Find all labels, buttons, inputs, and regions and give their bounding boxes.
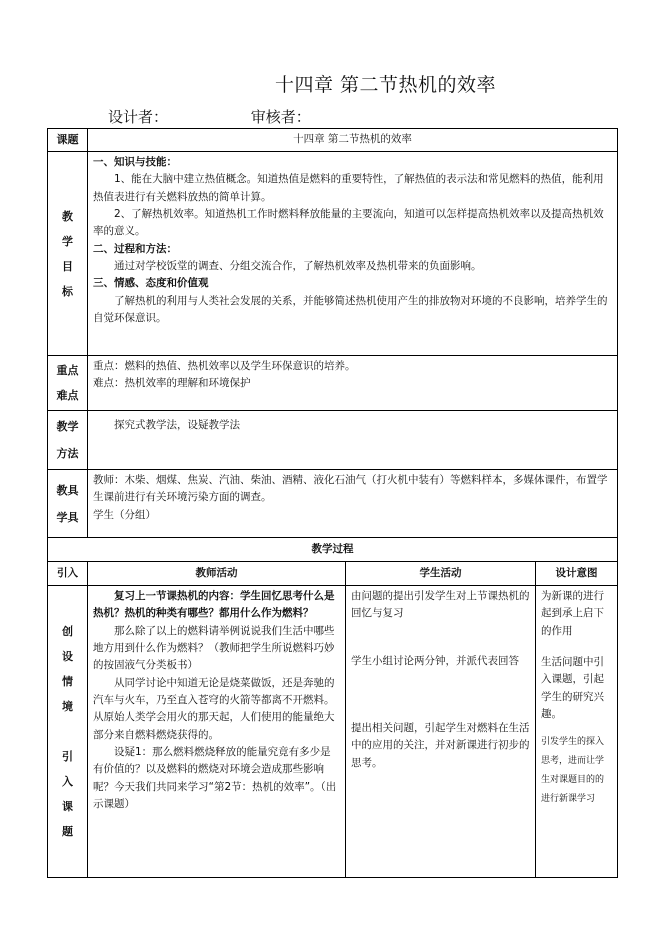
tools-content [88,470,618,538]
teacher-activity-text: 从同学讨论中知道无论是烧菜做饭，还是奔驰的汽车与火车，乃至直入苍穹的火箭等都离不开燃料。从原始人类学会用火的那天起，人们使用的能量绝大部分来自燃料燃烧获得的。 [93,676,335,741]
col-header-intro: 引入 [48,562,88,586]
topic-row [48,129,618,152]
design-intent [536,586,618,878]
methods-row [48,411,618,470]
col-header-intent: 设计意图 [536,562,618,586]
objective-text: 2、了解热机效率。知道热机工作时燃料释放能量的主要流向，知道可以怎样提高热机效率以及提高热机效率的意义。 [93,208,604,238]
topic-label: 课题 [48,129,88,152]
keypoints-label [48,356,88,411]
student-activity-text: 提出相关问题，引起学生对燃料在生活中的应用的关注，并对新课进行初步的思考。 [351,722,530,769]
methods-content [88,411,618,470]
label-char: 学 [62,234,73,248]
label-char: 创 [62,625,73,639]
objectives-row [48,152,618,356]
process-header-row [48,562,618,586]
designer-label: 设计者： [108,108,169,126]
keypoints-row [48,356,618,411]
design-intent-text: 为新课的进行起到承上启下的作用 [541,590,604,637]
keypoint-text: 重点：燃料的热值、热机效率以及学生环保意识的培养。 [93,360,356,373]
teacher-activity-text: 复习上一节课热机的内容：学生回忆思考什么是热机？热机的种类有哪些？都用什么作为燃料？ [93,590,335,620]
label-char: 境 [62,700,73,714]
student-activity [346,586,536,878]
reviewer-label: 审核者： [250,108,311,126]
label-char: 方法 [56,447,79,461]
keypoints-content [88,356,618,411]
label-char: 难点 [56,389,79,403]
objective-text: 通过对学校饭堂的调查、分组交流合作，了解热机效率及热机带来的负面影响。 [114,260,482,273]
tools-student-text: 学生（分组） [93,508,156,521]
tools-row [48,470,618,538]
teacher-activity-text: 设疑1：那么燃料燃烧释放的能量究竟有多少是有价值的？以及燃料的燃烧对环境会造成那些影响呢？今天我们共同来学习“第2节：热机的效率”。（出示课题） [93,745,337,810]
objectives-content [88,152,618,356]
student-activity-text: 由问题的提出引发学生对上节课热机的回忆与复习 [351,590,530,620]
label-char: 题 [62,825,73,839]
col-header-student: 学生活动 [346,562,536,586]
process-title-row [48,538,618,562]
label-char: 学具 [56,510,79,524]
label-char: 教 [62,209,73,223]
label-char: 设 [62,650,73,664]
objective-heading: 二、过程和方法： [93,242,177,255]
tools-teacher-text: 教师：木柴、烟煤、焦炭、汽油、柴油、酒精、液化石油气（打火机中装有）等燃料样本，多媒体课件，布置学生课前进行有关环境污染方面的调查。 [93,474,608,504]
label-char: 入 [62,775,73,789]
design-intent-text: 生活问题中引入课题，引起学生的研究兴趣。 [541,656,604,721]
difficulty-text: 难点：热机效率的理解和环境保护 [93,377,251,390]
label-char: 教具 [56,483,79,497]
process-title: 教学过程 [48,538,618,562]
topic-value: 十四章 第二节热机的效率 [88,129,618,152]
student-activity-text: 学生小组讨论两分钟，并派代表回答 [351,654,519,667]
tools-label [48,470,88,538]
objective-heading: 三、情感、态度和价值观 [93,277,209,290]
teacher-activity-text: 那么除了以上的燃料请举例说说我们生活中哪些地方用到什么作为燃料？（教师把学生所说燃料巧妙的按固液气分类板书） [93,624,335,672]
label-char: 引 [62,750,73,764]
teacher-activity [88,586,346,878]
objective-heading: 一、知识与技能： [93,156,177,169]
intro-label [48,586,88,878]
methods-label [48,411,88,470]
methods-text: 探究式教学法，设疑教学法 [114,419,240,432]
label-char: 教学 [56,420,79,434]
author-line [108,106,311,127]
label-char: 标 [62,284,73,298]
label-char: 目 [62,259,73,273]
page-title: 十四章 第二节热机的效率 [274,74,497,96]
objective-text: 了解热机的利用与人类社会发展的关系，并能够简述热机使用产生的排放物对环境的不良影响，培养学生的自觉环保意识。 [93,294,608,324]
label-char: 课 [62,800,73,814]
label-char: 情 [62,675,73,689]
col-header-teacher: 教师活动 [88,562,346,586]
label-char [53,719,82,744]
design-intent-text: 引发学生的探入思考，进而让学生对课题目的的进行新课学习 [541,737,605,804]
process-intro-row [48,586,618,878]
lesson-plan-table [47,128,618,878]
label-char: 重点 [56,364,79,378]
objective-text: 1、能在大脑中建立热值概念。知道热值是燃料的重要特性，了解热值的表示法和常见燃料的热值，能利用热值表进行有关燃料放热的简单计算。 [93,173,604,203]
objectives-label [48,152,88,356]
